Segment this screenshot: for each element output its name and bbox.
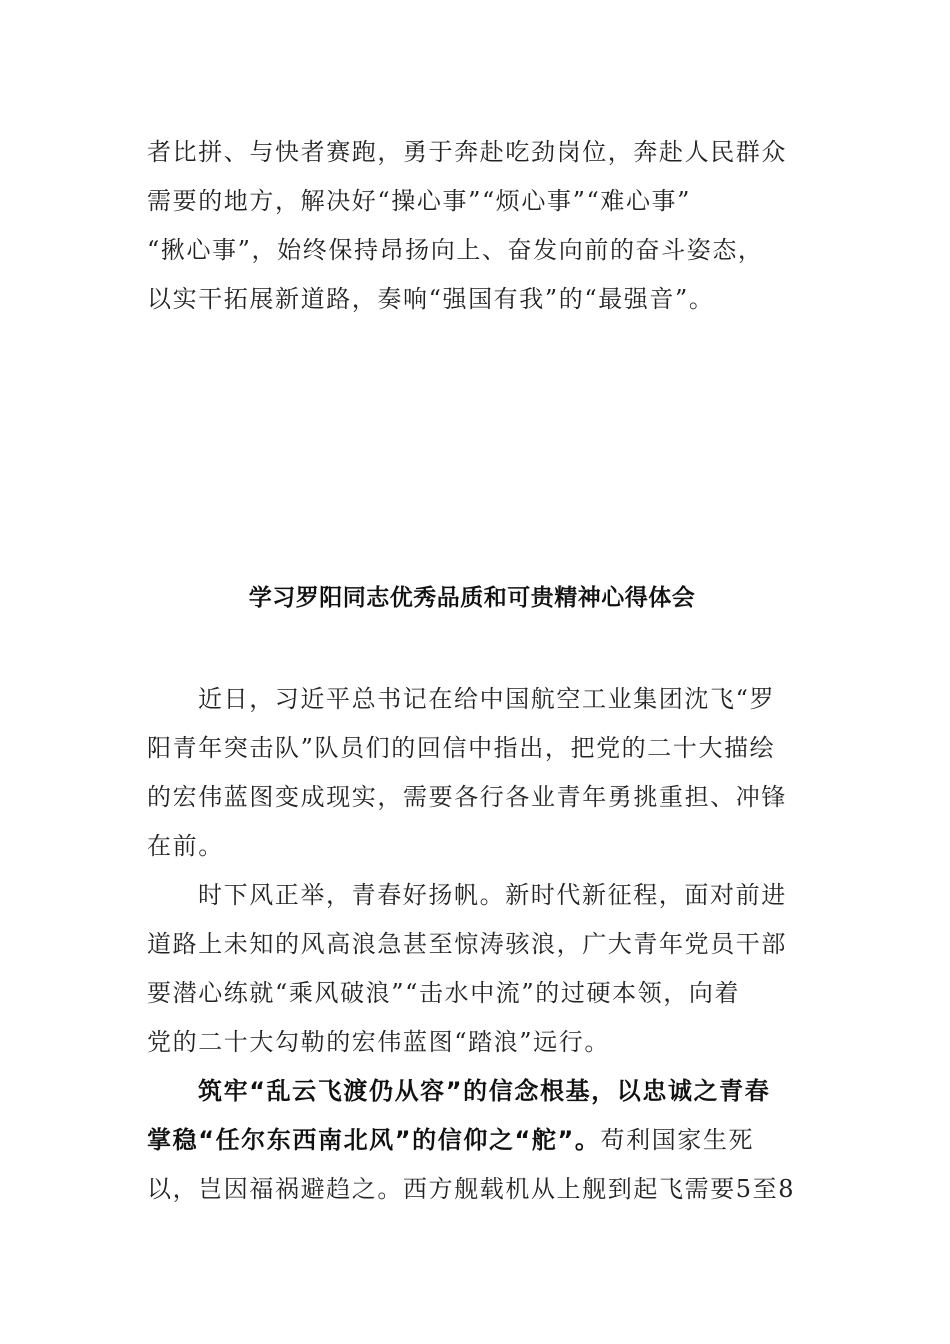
text-line: 者比拼、与快者赛跑，勇于奔赴吃劲岗位，奔赴人民群众 [147,138,787,166]
text-line: 以实干拓展新道路，奏响“强国有我”的“最强音”。 [147,285,715,313]
text-line: 近日，习近平总书记在给中国航空工业集团沈飞“罗 [198,685,776,713]
paragraph-1 [147,675,797,871]
text-line: 要潜心练就“乘风破浪”“击水中流”的过硬本领，向着 [147,979,741,1007]
text-line: 时下风正举，青春好扬帆。新时代新征程，面对前进 [198,881,787,909]
text-line: 阳青年突击队”队员们的回信中指出，把党的二十大描绘 [147,734,776,762]
article-body [147,675,797,1214]
paragraph-2 [147,871,797,1067]
continued-paragraph [147,128,797,324]
bold-heading-text: 筑牢“乱云飞渡仍从容”的信念根基，以忠诚之青春 [198,1077,771,1105]
text-line: 党的二十大勾勒的宏伟蓝图“踏浪”远行。 [147,1028,610,1056]
text-line: 的宏伟蓝图变成现实，需要各行各业青年勇挑重担、冲锋 [147,783,787,811]
text-line: 在前。 [147,832,224,860]
text-line [147,1116,797,1165]
text-line: “揪心事”，始终保持昂扬向上、奋发向前的奋斗姿态， [147,236,764,264]
bold-heading-text: 掌稳“任尔东西南北风”的信仰之“舵”。 [147,1126,601,1154]
text-line [147,1067,797,1116]
body-text: 苟利国家生死 [600,1126,755,1154]
article-title: 学习罗阳同志优秀品质和可贵精神心得体会 [248,585,696,611]
text-line: 需要的地方，解决好“操心事”“烦心事”“难心事” [147,187,692,215]
text-line: 以，岂因福祸避趋之。西方舰载机从上舰到起飞需要5至8 [147,1175,796,1203]
paragraph-3 [147,1067,797,1214]
text-line: 道路上未知的风高浪急甚至惊涛骇浪，广大青年党员干部 [147,930,787,958]
